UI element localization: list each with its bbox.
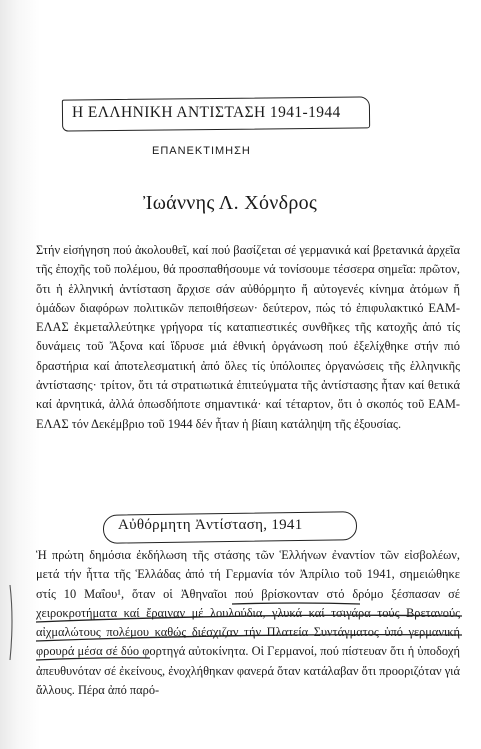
author-name: Ἰωάννης Λ. Χόνδρος [143, 192, 318, 214]
underline-mark-2 [36, 615, 462, 622]
margin-line-mark [10, 585, 12, 660]
underline-mark-1 [232, 603, 360, 604]
intro-paragraph: Στήν εἰσήγηση πού ἀκολουθεῖ, καί πού βασίζεται σέ γερμανικά καί βρετανικά ἀρχεῖα τῆς ἐποχῆς τοῦ πολέμου, θά προσπαθήσουμε νά τονίσουμε τέσσερα σημεῖα: πρῶτον, ὅτι ἡ ἑλληνική ἀντίσταση ἄρχισε σάν αὐθόρμητο ἤ αὐτογενές κίνημα ἀτόμων ἤ ὁμάδων διαφόρων πολιτικῶν πεποιθήσεων· δεύτερον, πώς τό ἐπιφυλακτικό ΕΑΜ-ΕΛΑΣ ἐκμεταλλεύτηκε γρήγορα τίς καταπιεστικές συνθῆκες τῆς κατοχῆς ἀπό τίς δυνάμεις τοῦ Ἄξονα καί ἵδρυσε μιά ἐθνική ὀργάνωση πού ἐξελίχθηκε στήν πιό δραστήρια καί ἀποτελεσματική ἀπό ὅλες τίς ὑπόλοιπες ὀργανώσεις τῆς ἑλληνικῆς ἀντίστασης· τρίτον, ὅτι τά στρατιωτικά ἐπιτεύγματα τῆς ἀντίστασης ἦταν καί θετικά καί ἀρνητικά, ἀλλά ὁπωσδήποτε σημαντικά· καί τέταρτον, ὅτι ὁ σκοπός τοῦ ΕΑΜ-ΕΛΑΣ τόν Δεκέμβριο τοῦ 1944 δέν ἦταν ἡ βίαιη κατάληψη τῆς ἐξουσίας. [36, 243, 460, 431]
page-title: Η ΕΛΛΗΝΙΚΗ ΑΝΤΙΣΤΑΣΗ 1941-1944 [72, 104, 341, 121]
section-heading: Αὐθόρμητη Ἀντίσταση, 1941 [118, 517, 303, 533]
page-subtitle: ΕΠΑΝΕΚΤΙΜΗΣΗ [152, 145, 251, 157]
section-paragraph: Ἡ πρώτη δημόσια ἐκδήλωση τῆς στάσης τῶν Ἑλλήνων ἐναντίον τῶν εἰσβολέων, μετά τήν ἧττα τῆς Ἑλλάδας ἀπό τή Γερμανία τόν Ἀπρίλιο τοῦ 1941, σημειώθηκε στίς 10 Μαΐου¹, ὅταν οἱ Ἀθηναῖοι πού βρίσκονταν στό δρόμο ξέσπασαν σέ χειροκροτήματα καί ἔραιναν μέ λουλούδια, γλυκά καί τσιγάρα τούς Βρετανούς αἰχμαλώτους πολέμου καθώς διέσχιζαν τήν Πλατεία Συντάγματος ὑπό γερμανική φρουρά μέσα σέ δύο φορτηγά αὐτοκίνητα. Οἱ Γερμανοί, πού πίστευαν ὅτι ἡ ὑποδοχή ἀπευθυνόταν σέ ἐκείνους, ἐνοχλήθηκαν φανερά ὅταν κατάλαβαν ὅτι προοριζόταν γιά ἄλλους. Πέρα ἀπό παρό- [36, 548, 460, 698]
underline-mark-4 [36, 658, 150, 660]
underline-mark-3 [36, 635, 462, 641]
